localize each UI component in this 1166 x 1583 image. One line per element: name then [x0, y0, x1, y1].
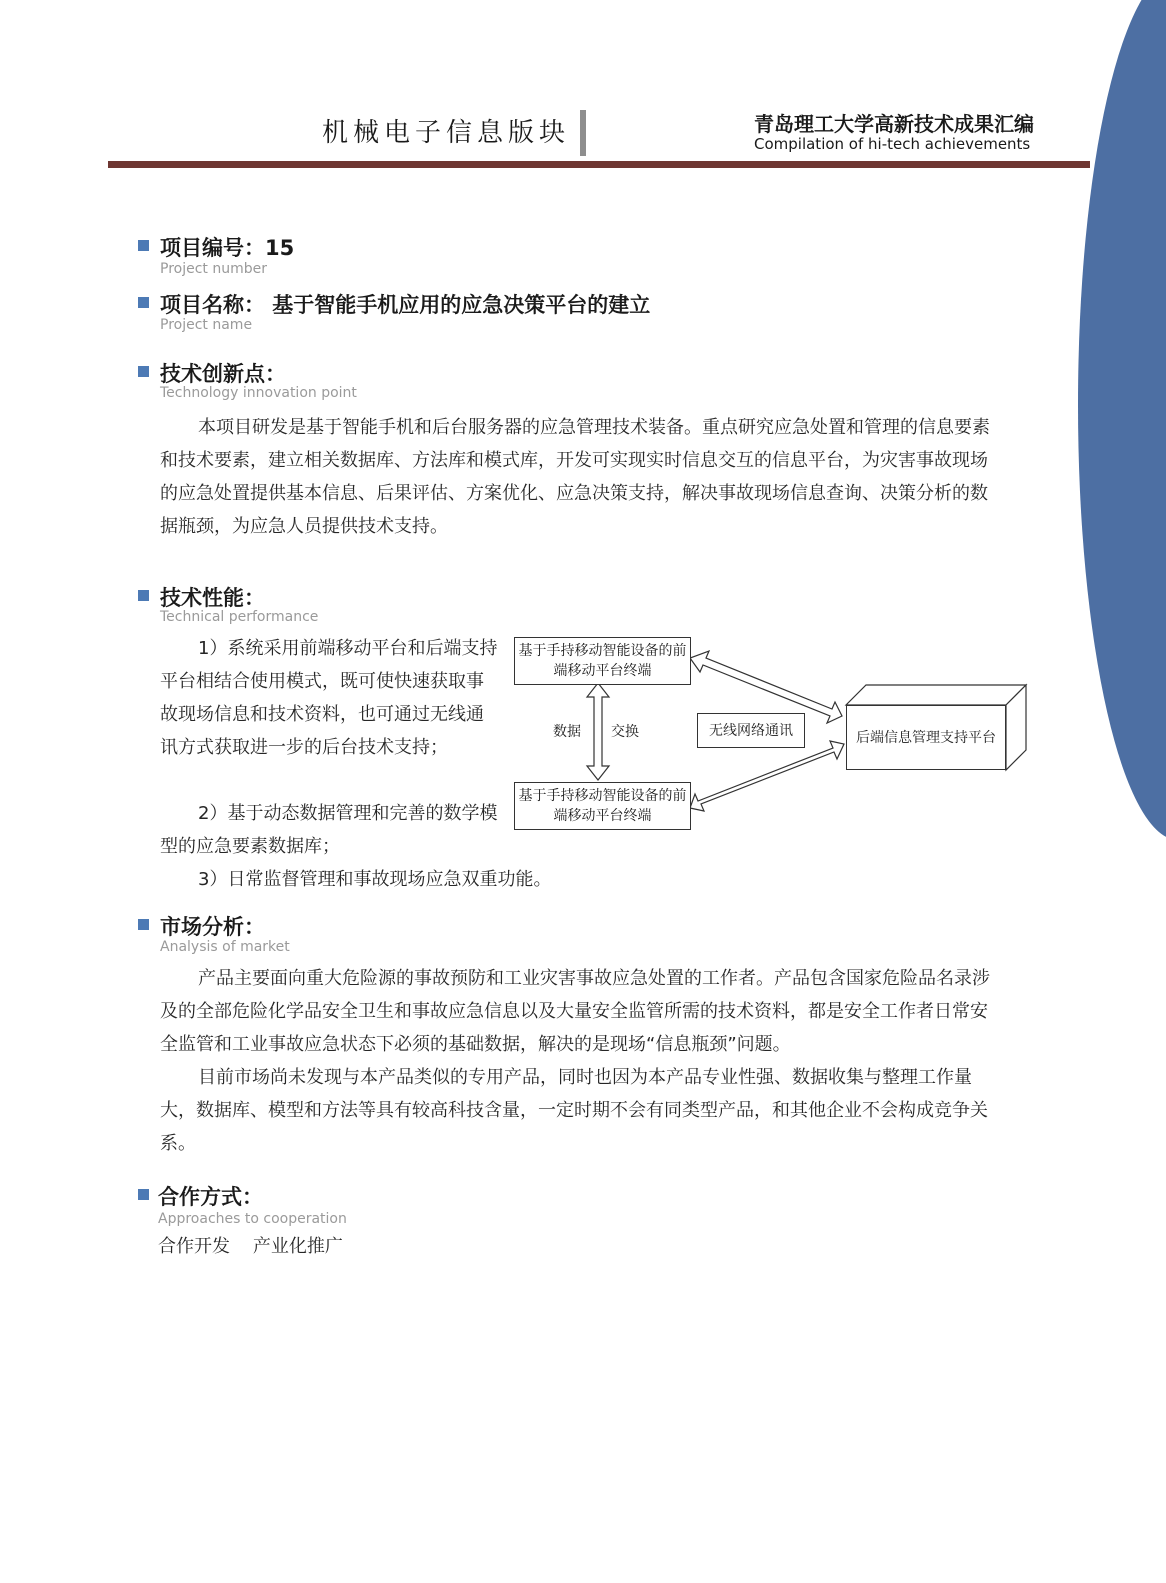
market-paragraph-1: 产品主要面向重大危险源的事故预防和工业灾害事故应急处置的工作者。产品包含国家危险品名录涉及的全部危险化学品安全卫生和事故应急信息以及大量安全监管所需的技术资料，都是安全工作者日常安全监管和工业事故应急状态下必须的基础数据，解决的是现场“信息瓶颈”问题。: [160, 968, 990, 1055]
innovation-paragraph: 本项目研发是基于智能手机和后台服务器的应急管理技术装备。重点研究应急处置和管理的信息要素和技术要素，建立相关数据库、方法库和模式库，开发可实现实时信息交互的信息平台，为灾害事故现场的应急处置提供基本信息、后果评估、方案优化、应急决策支持，解决事故现场信息查询、决策分析的数据瓶颈，为应急人员提供技术支持。: [160, 417, 990, 537]
backend-box-top-face: [846, 685, 1026, 705]
performance-heading: 技术性能：: [160, 586, 265, 610]
innovation-heading: 技术创新点：: [160, 362, 286, 386]
cooperation-subheading: Approaches to cooperation: [158, 1211, 347, 1227]
performance-item-2: 2）基于动态数据管理和完善的数学模型的应急要素数据库；: [160, 803, 498, 857]
bottom-link-arrow: [690, 741, 844, 811]
data-exchange-arrow: [587, 683, 609, 780]
bullet-square-icon: [138, 919, 149, 930]
market-heading: 市场分析：: [160, 915, 265, 939]
diagram-label-data: 数据: [553, 724, 581, 740]
publication-title-cn: 青岛理工大学高新技术成果汇编: [754, 112, 1034, 136]
cooperation-text: 合作开发 产业化推广: [158, 1236, 343, 1257]
project-name-subheading: Project name: [160, 317, 253, 333]
innovation-subheading: Technology innovation point: [160, 385, 357, 401]
diagram-label-exchange: 交换: [611, 724, 639, 740]
section-header-title: 机械电子信息版块: [322, 118, 571, 148]
market-paragraph-2: 目前市场尚未发现与本产品类似的专用产品，同时也因为本产品专业性强、数据收集与整理工作量大，数据库、模型和方法等具有较高科技含量，一定时期不会有同类型产品，和其他企业不会构成竞争关系。: [160, 1067, 988, 1154]
bullet-square-icon: [138, 1189, 149, 1200]
front-terminal-bottom-box: 基于手持移动智能设备的前端移动平台终端: [514, 782, 691, 830]
performance-item-1: 1）系统采用前端移动平台和后端支持平台相结合使用模式，既可使快速获取事故现场信息和技术资料，也可通过无线通讯方式获取进一步的后台技术支持；: [160, 638, 498, 758]
wireless-comm-box: 无线网络通讯: [697, 713, 805, 748]
publication-title-en: Compilation of hi-tech achievements: [754, 135, 1031, 153]
performance-item-3: 3）日常监督管理和事故现场应急双重功能。: [198, 869, 552, 890]
project-number-heading: 项目编号：15: [160, 236, 295, 260]
performance-subheading: Technical performance: [160, 609, 319, 625]
project-name-heading: 项目名称： 基于智能手机应用的应急决策平台的建立: [160, 293, 651, 317]
cooperation-heading: 合作方式：: [158, 1185, 263, 1209]
market-subheading: Analysis of market: [160, 939, 290, 955]
front-terminal-top-box: 基于手持移动智能设备的前端移动平台终端: [514, 637, 691, 685]
backend-platform-box: 后端信息管理支持平台: [846, 705, 1006, 770]
project-number-subheading: Project number: [160, 261, 267, 277]
